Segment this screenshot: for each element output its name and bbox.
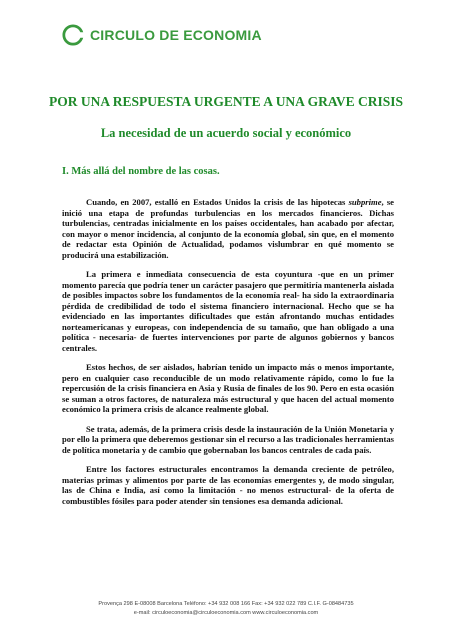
paragraph-2: La primera e inmediata consecuencia de esta coyuntura -que en un primer momento parecía que podría tener un carácter pasajero que permitiría mantenerla aislada de posibles impactos sobre los fundamentos de la economía real- ha sido la extraordinaria pérdida de credibilidad de todo el sistema financiero internacional. Hecho que se ha evidenciado en las importantes dificultades que están afrontando muchas entidades norteamericanas y europeas, con independencia de su tamaño, que han obligado a una política - necesaria- de fuertes intervenciones por parte de algunos gobiernos y bancos centrales. [62,269,394,353]
document-body [62,197,394,515]
document-title: POR UNA RESPUESTA URGENTE A UNA GRAVE CRISIS [49,94,403,109]
section-heading: I. Más allá del nombre de las cosas. [62,166,220,177]
footer-contact: e-mail: circuloeconomia@circuloeconomia.com www.circuloeconomia.com [133,610,319,616]
paragraph-1-after: , se inició una etapa de profundas turbulencias en los mercados financieros. Dichas turbulencias, centradas inicialmente en los países occidentales, han acabado por afectar, con mayor o menor incidencia, al conjunto de la economía global, sin que, en el momento de redactar esta Opinión de Actualidad, podamos vislumbrar en qué momento se producirá una estabilización. [62,197,394,260]
paragraph-1-emphasis: subprime [348,197,382,207]
footer [40,600,412,618]
paragraph-5: Entre los factores estructurales encontramos la demanda creciente de petróleo, materias primas y alimentos por parte de las economías emergentes y, de modo singular, las de China e India, así como la limitación - no menos estructural- de la oferta de combustibles fósiles para poder atender sin tensiones esa demanda adicional. [62,464,394,506]
document-subtitle: La necesidad de un acuerdo social y económico [100,126,352,140]
footer-address: Provença 298 E-08008 Barcelona Teléfono: +34 932 008 166 Fax: +34 932 022 789 C.I.F. G-08484735 [98,601,354,607]
paragraph-4: Se trata, además, de la primera crisis desde la instauración de la Unión Monetaria y por ello la primera que deberemos gestionar sin el recurso a las tradicionales herramientas de política monetaria y de cambio que gobernaban los bancos centrales de cada país. [62,423,394,455]
circulo-logo-icon [62,24,84,46]
logo [62,20,262,50]
paragraph-1 [62,197,394,260]
paragraph-3: Estos hechos, de ser aislados, habrían tenido un impacto más o menos importante, pero en cualquier caso reconducible de un modo relativamente rápido, como lo fue la repercusión de la crisis financiera en Asia y Rusia de finales de los 90. Pero en esta ocasión se suman a otros factores, de naturaleza más estructural y que hacen del actual momento económico la primera crisis de alcance realmente global. [62,362,394,414]
logo-text: CIRCULO DE ECONOMIA [90,27,262,43]
paragraph-1-before: Cuando, en 2007, estalló en Estados Unidos la crisis de las hipotecas [86,197,346,207]
